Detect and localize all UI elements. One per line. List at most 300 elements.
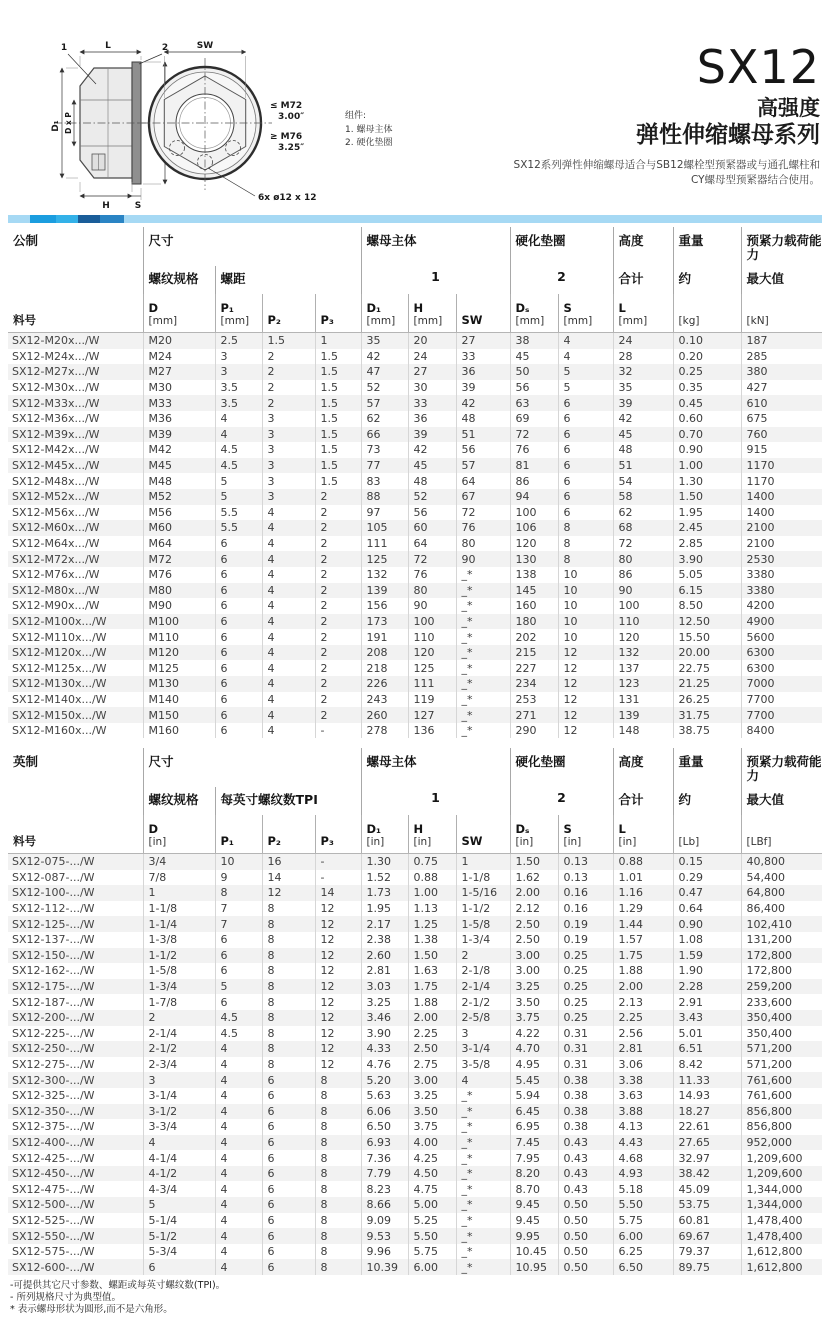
part-number-cell: SX12-350-.../W [8,1104,143,1120]
spec-cell: 6.00 [613,1228,673,1244]
dim-label-sw: SW [196,41,214,51]
spec-cell: 0.25 [558,979,613,995]
subgroup-height-total: 合计 [613,266,673,294]
spec-cell: 350,400 [741,1026,822,1042]
spec-cell: 148 [613,723,673,739]
spec-cell: 156 [361,598,408,614]
spec-cell: M30 [143,380,215,396]
spec-cell: 0.38 [558,1072,613,1088]
spec-cell: 22.61 [673,1119,741,1135]
spec-cell: 0.16 [558,901,613,917]
spec-cell: 120 [510,536,558,552]
spec-cell: 2.00 [613,979,673,995]
subgroup-preload-max: 最大值 [741,266,822,294]
spec-cell: 68 [613,520,673,536]
spec-cell: M39 [143,427,215,443]
spec-cell: 3380 [741,567,822,583]
spec-cell: 6 [558,473,613,489]
spec-cell: _* [456,723,510,739]
spec-cell: 2 [315,676,361,692]
part-2-label: 2 [161,43,169,53]
column-header: D₁ [in] [361,815,408,854]
spec-cell: 2.85 [673,536,741,552]
spec-cell: 1.50 [510,854,558,870]
spec-cell: 3.00 [510,948,558,964]
spec-cell: 12 [315,1057,361,1073]
spec-cell: 4 [215,1150,262,1166]
spec-cell: 39 [456,380,510,396]
table-row [8,364,822,380]
spec-cell: 110 [613,614,673,630]
spec-cell: 9.45 [510,1213,558,1229]
spec-cell: 4.70 [510,1041,558,1057]
spec-cell: 1400 [741,505,822,521]
spec-cell: 8 [315,1119,361,1135]
spec-cell: 119 [408,692,456,708]
spec-cell: 66 [361,427,408,443]
spec-cell: - [315,870,361,886]
spec-cell: _* [456,1259,510,1275]
spec-cell: M48 [143,473,215,489]
spec-cell: 6 [262,1197,315,1213]
spec-cell: 32.97 [673,1150,741,1166]
column-header: SW [456,294,510,333]
spec-cell: 0.15 [673,854,741,870]
table-row [8,505,822,521]
spec-cell: 36 [408,411,456,427]
spec-cell: 2-5/8 [456,1010,510,1026]
spec-cell: 6 [558,411,613,427]
spec-cell: 5-1/2 [143,1228,215,1244]
spec-cell: 4.75 [408,1181,456,1197]
spec-cell: 1-1/2 [143,948,215,964]
spec-cell: 1-1/8 [456,870,510,886]
spec-cell: 42 [456,395,510,411]
spec-cell: 5 [215,473,262,489]
spec-cell: 3.46 [361,1010,408,1026]
spec-cell: 1.50 [408,948,456,964]
spec-cell: 22.75 [673,660,741,676]
spec-cell: 6 [215,676,262,692]
spec-cell: 6 [558,395,613,411]
spec-cell: 234 [510,676,558,692]
spec-cell: 33 [456,349,510,365]
imperial-spec-table [8,748,822,1275]
spec-cell: 8 [262,1057,315,1073]
column-header: P₂ [262,294,315,333]
spec-cell: 6 [262,1088,315,1104]
part-number-cell: SX12-275-.../W [8,1057,143,1073]
part-number-cell: SX12-175-.../W [8,979,143,995]
table-row [8,583,822,599]
spec-cell: 45 [613,427,673,443]
spec-cell: 2.50 [408,1041,456,1057]
part-number-cell: SX12-100-.../W [8,885,143,901]
spec-cell: 145 [510,583,558,599]
spec-cell: 187 [741,333,822,349]
part-number-cell: SX12-M120x.../W [8,645,143,661]
subgroup-tpi: 每英寸螺纹数TPI [215,787,361,815]
spec-cell: 80 [408,583,456,599]
spec-cell: 1.5 [315,395,361,411]
spec-cell: 76 [456,520,510,536]
spec-cell: 3.90 [673,551,741,567]
spec-cell: 6 [262,1072,315,1088]
part-number-cell: SX12-475-.../W [8,1181,143,1197]
part-number-cell: SX12-M76x.../W [8,567,143,583]
spec-cell: 40,800 [741,854,822,870]
spec-cell: 9.96 [361,1244,408,1260]
spec-cell: 0.88 [613,854,673,870]
footnotes [10,1280,225,1316]
spec-cell: 0.43 [558,1135,613,1151]
spec-cell: 10 [558,614,613,630]
spec-cell: 6.50 [361,1119,408,1135]
spec-cell: 4 [262,598,315,614]
spec-cell: 2.25 [613,1010,673,1026]
spec-cell: 50 [510,364,558,380]
spec-cell: 2 [315,551,361,567]
spec-cell: 110 [408,629,456,645]
spec-cell: 4 [215,1213,262,1229]
spec-cell: 14 [315,885,361,901]
spec-cell: 2 [315,536,361,552]
part-number-cell: SX12-M24x.../W [8,349,143,365]
spec-cell: 4 [262,692,315,708]
spec-cell: 3.75 [510,1010,558,1026]
spec-cell: _* [456,1104,510,1120]
spec-cell: 571,200 [741,1057,822,1073]
table-row [8,870,822,886]
spec-cell: 4900 [741,614,822,630]
spec-cell: 6 [215,567,262,583]
spec-cell: 208 [361,645,408,661]
spec-cell: M76 [143,567,215,583]
spec-cell: _* [456,1228,510,1244]
spec-cell: 5.00 [408,1197,456,1213]
spec-cell: 6 [215,963,262,979]
spec-cell: 3.90 [361,1026,408,1042]
spec-cell: 12 [315,901,361,917]
spec-cell: 2 [262,380,315,396]
spec-cell: 131,200 [741,932,822,948]
spec-cell: 5 [143,1197,215,1213]
spec-cell: 35 [361,333,408,349]
spec-cell: M36 [143,411,215,427]
spec-cell: 253 [510,692,558,708]
spec-cell: 4 [262,505,315,521]
metric-table-body [8,333,822,739]
spec-cell: 30 [408,380,456,396]
spec-cell: 271 [510,707,558,723]
table-row [8,598,822,614]
group-header-nut-body: 螺母主体 [361,748,510,787]
spec-cell: 6 [262,1119,315,1135]
spec-cell: 1-5/16 [456,885,510,901]
spec-cell: 4 [262,629,315,645]
spec-cell: 6 [262,1244,315,1260]
spec-cell: 2.00 [408,1010,456,1026]
spec-cell: 8 [315,1150,361,1166]
spec-cell: 0.16 [558,885,613,901]
group-header-size: 尺寸 [143,227,361,266]
part-number-cell: SX12-375-.../W [8,1119,143,1135]
spec-cell: 56 [510,380,558,396]
spec-cell: 3.25 [408,1088,456,1104]
spec-cell: 1.88 [408,994,456,1010]
table-row [8,901,822,917]
spec-cell: _* [456,1244,510,1260]
spec-cell: 6.25 [613,1244,673,1260]
spec-cell: 1.44 [613,916,673,932]
part-number-cell: SX12-137-.../W [8,932,143,948]
spec-cell: 89.75 [673,1259,741,1275]
spec-cell: 3 [262,458,315,474]
spec-cell: 5.20 [361,1072,408,1088]
spec-cell: 51 [456,427,510,443]
subgroup-washer-number: 2 [510,787,613,815]
group-header-weight: 重量 [673,227,741,266]
spec-cell: 1-3/4 [456,932,510,948]
spec-cell: _* [456,707,510,723]
part-number-cell: SX12-M72x.../W [8,551,143,567]
spec-cell: 72 [408,551,456,567]
spec-cell: 4 [215,1181,262,1197]
spec-cell: 132 [361,567,408,583]
part-number-cell: SX12-M100x.../W [8,614,143,630]
spec-cell: 1-5/8 [143,963,215,979]
spec-cell: 4.25 [408,1150,456,1166]
spec-cell: 6 [558,442,613,458]
spec-cell: 2 [262,349,315,365]
spec-cell: 4.68 [613,1150,673,1166]
spec-cell: 3.00 [510,963,558,979]
table-row [8,1088,822,1104]
spec-cell: M100 [143,614,215,630]
spec-cell: 10 [558,567,613,583]
spec-cell: 0.29 [673,870,741,886]
spec-cell: 1,478,400 [741,1213,822,1229]
spec-cell: 2530 [741,551,822,567]
spec-cell: 6 [262,1150,315,1166]
subgroup-nut-body-number: 1 [361,787,510,815]
spec-cell: M120 [143,645,215,661]
table-row [8,707,822,723]
spec-cell: 3.25 [361,994,408,1010]
spec-cell: 88 [361,489,408,505]
spec-cell: 6 [558,427,613,443]
spec-cell: 73 [361,442,408,458]
spec-cell: 7700 [741,707,822,723]
spec-cell: _* [456,1166,510,1182]
spec-cell: _* [456,645,510,661]
spec-cell: 72 [613,536,673,552]
spec-cell: M52 [143,489,215,505]
spec-cell: 42 [361,349,408,365]
column-header: S [mm] [558,294,613,333]
spec-cell: 45 [408,458,456,474]
spec-cell: 278 [361,723,408,739]
spec-cell: 2.5 [215,333,262,349]
column-header: P₃ [315,294,361,333]
column-header: [kN] [741,294,822,333]
spec-cell: 285 [741,349,822,365]
column-header: P₁ [215,815,262,854]
part-number-cell: SX12-300-.../W [8,1072,143,1088]
spec-cell: 76 [510,442,558,458]
spec-cell: 3.25 [510,979,558,995]
spec-cell: M33 [143,395,215,411]
spec-cell: 1.5 [315,458,361,474]
spec-cell: 4 [215,1135,262,1151]
spec-cell: 5.94 [510,1088,558,1104]
spec-cell: 290 [510,723,558,739]
spec-cell: 27 [456,333,510,349]
spec-cell: 227 [510,660,558,676]
spec-cell: 35 [613,380,673,396]
table-row [8,1057,822,1073]
spec-cell: 4.00 [408,1135,456,1151]
spec-cell: 6 [262,1135,315,1151]
spec-cell: 9 [215,870,262,886]
spec-cell: 3.00 [408,1072,456,1088]
spec-cell: 191 [361,629,408,645]
spec-cell: 3 [262,489,315,505]
spec-cell: 202 [510,629,558,645]
spec-cell: 83 [361,473,408,489]
spec-cell: 6 [262,1104,315,1120]
spec-cell: 9.45 [510,1197,558,1213]
part-number-cell: SX12-250-.../W [8,1041,143,1057]
spec-cell: 1170 [741,458,822,474]
spec-cell: 79.37 [673,1244,741,1260]
spec-cell: 6 [262,1166,315,1182]
spec-cell: 5.01 [673,1026,741,1042]
spec-cell: 72 [510,427,558,443]
column-header: H [mm] [408,294,456,333]
spec-cell: 6.15 [673,583,741,599]
imperial-table-body [8,854,822,1276]
spec-cell: 1 [143,885,215,901]
spec-cell: 5-3/4 [143,1244,215,1260]
spec-cell: 0.31 [558,1057,613,1073]
spec-cell: 2-1/8 [456,963,510,979]
spec-cell: 5.05 [673,567,741,583]
spec-cell: 4 [558,333,613,349]
spec-cell: 4 [215,1259,262,1275]
part-number-cell: SX12-425-.../W [8,1150,143,1166]
spec-cell: _* [456,1181,510,1197]
spec-cell: 8 [262,963,315,979]
spec-cell: 8 [215,885,262,901]
table-row [8,1010,822,1026]
spec-cell: 0.60 [673,411,741,427]
column-header: Dₛ [in] [510,815,558,854]
spec-cell: 8.23 [361,1181,408,1197]
spec-cell: 8 [315,1197,361,1213]
part-number-cell: SX12-M52x.../W [8,489,143,505]
spec-cell: _* [456,598,510,614]
spec-cell: 160 [510,598,558,614]
table-row [8,458,822,474]
spec-cell: 2.91 [673,994,741,1010]
spec-cell: 3 [215,364,262,380]
spec-cell: 12 [262,885,315,901]
part-number-cell: SX12-112-.../W [8,901,143,917]
spec-cell: 0.64 [673,901,741,917]
spec-cell: 2.28 [673,979,741,995]
spec-cell: 39 [613,395,673,411]
spec-cell: M56 [143,505,215,521]
spec-cell: 4 [215,1104,262,1120]
spec-cell: 47 [361,364,408,380]
spec-cell: 2 [315,489,361,505]
spec-cell: 1,209,600 [741,1166,822,1182]
spec-cell: 3 [262,473,315,489]
spec-cell: 172,800 [741,963,822,979]
spec-cell: _* [456,567,510,583]
spec-cell: 4.5 [215,1010,262,1026]
part-number-cell: SX12-525-.../W [8,1213,143,1229]
spec-cell: _* [456,1119,510,1135]
spec-cell: 1,612,800 [741,1244,822,1260]
spec-cell: 6 [215,948,262,964]
spec-cell: 90 [408,598,456,614]
table-row [8,854,822,870]
spec-cell: 0.50 [558,1259,613,1275]
table-title: 英制 [13,754,39,769]
spec-cell: 3.88 [613,1104,673,1120]
group-header-washer: 硬化垫圈 [510,748,613,787]
spec-cell: 8 [315,1104,361,1120]
spec-cell: 54 [613,473,673,489]
part-number-cell: SX12-M130x.../W [8,676,143,692]
spec-cell: 6 [143,1259,215,1275]
spec-cell: _* [456,660,510,676]
part-number-cell: SX12-M160x.../W [8,723,143,739]
spec-cell: 80 [456,536,510,552]
column-header: H [in] [408,815,456,854]
spec-cell: _* [456,1197,510,1213]
spec-cell: 94 [510,489,558,505]
spec-cell: 915 [741,442,822,458]
part-number-cell: SX12-162-.../W [8,963,143,979]
spec-cell: 8 [262,994,315,1010]
part-number-cell: SX12-225-.../W [8,1026,143,1042]
spec-cell: 33 [408,395,456,411]
spec-cell: 1.16 [613,885,673,901]
spec-cell: 6 [262,1181,315,1197]
spec-cell: 0.88 [408,870,456,886]
spec-cell: 4 [262,660,315,676]
spec-cell: 6 [558,458,613,474]
table-row [8,411,822,427]
spec-cell: 215 [510,645,558,661]
spec-cell: 3.63 [613,1088,673,1104]
column-header: Dₛ [mm] [510,294,558,333]
spec-cell: 12.50 [673,614,741,630]
spec-cell: 7/8 [143,870,215,886]
holes-note: 6x ø12 x 12 [258,193,317,203]
spec-cell: 1.52 [361,870,408,886]
accent-bar-segment [56,215,78,223]
spec-cell: 131 [613,692,673,708]
spec-cell: 4 [215,1057,262,1073]
table-row [8,1119,822,1135]
subgroup-preload-max: 最大值 [741,787,822,815]
table-row [8,1104,822,1120]
spec-cell: 32 [613,364,673,380]
